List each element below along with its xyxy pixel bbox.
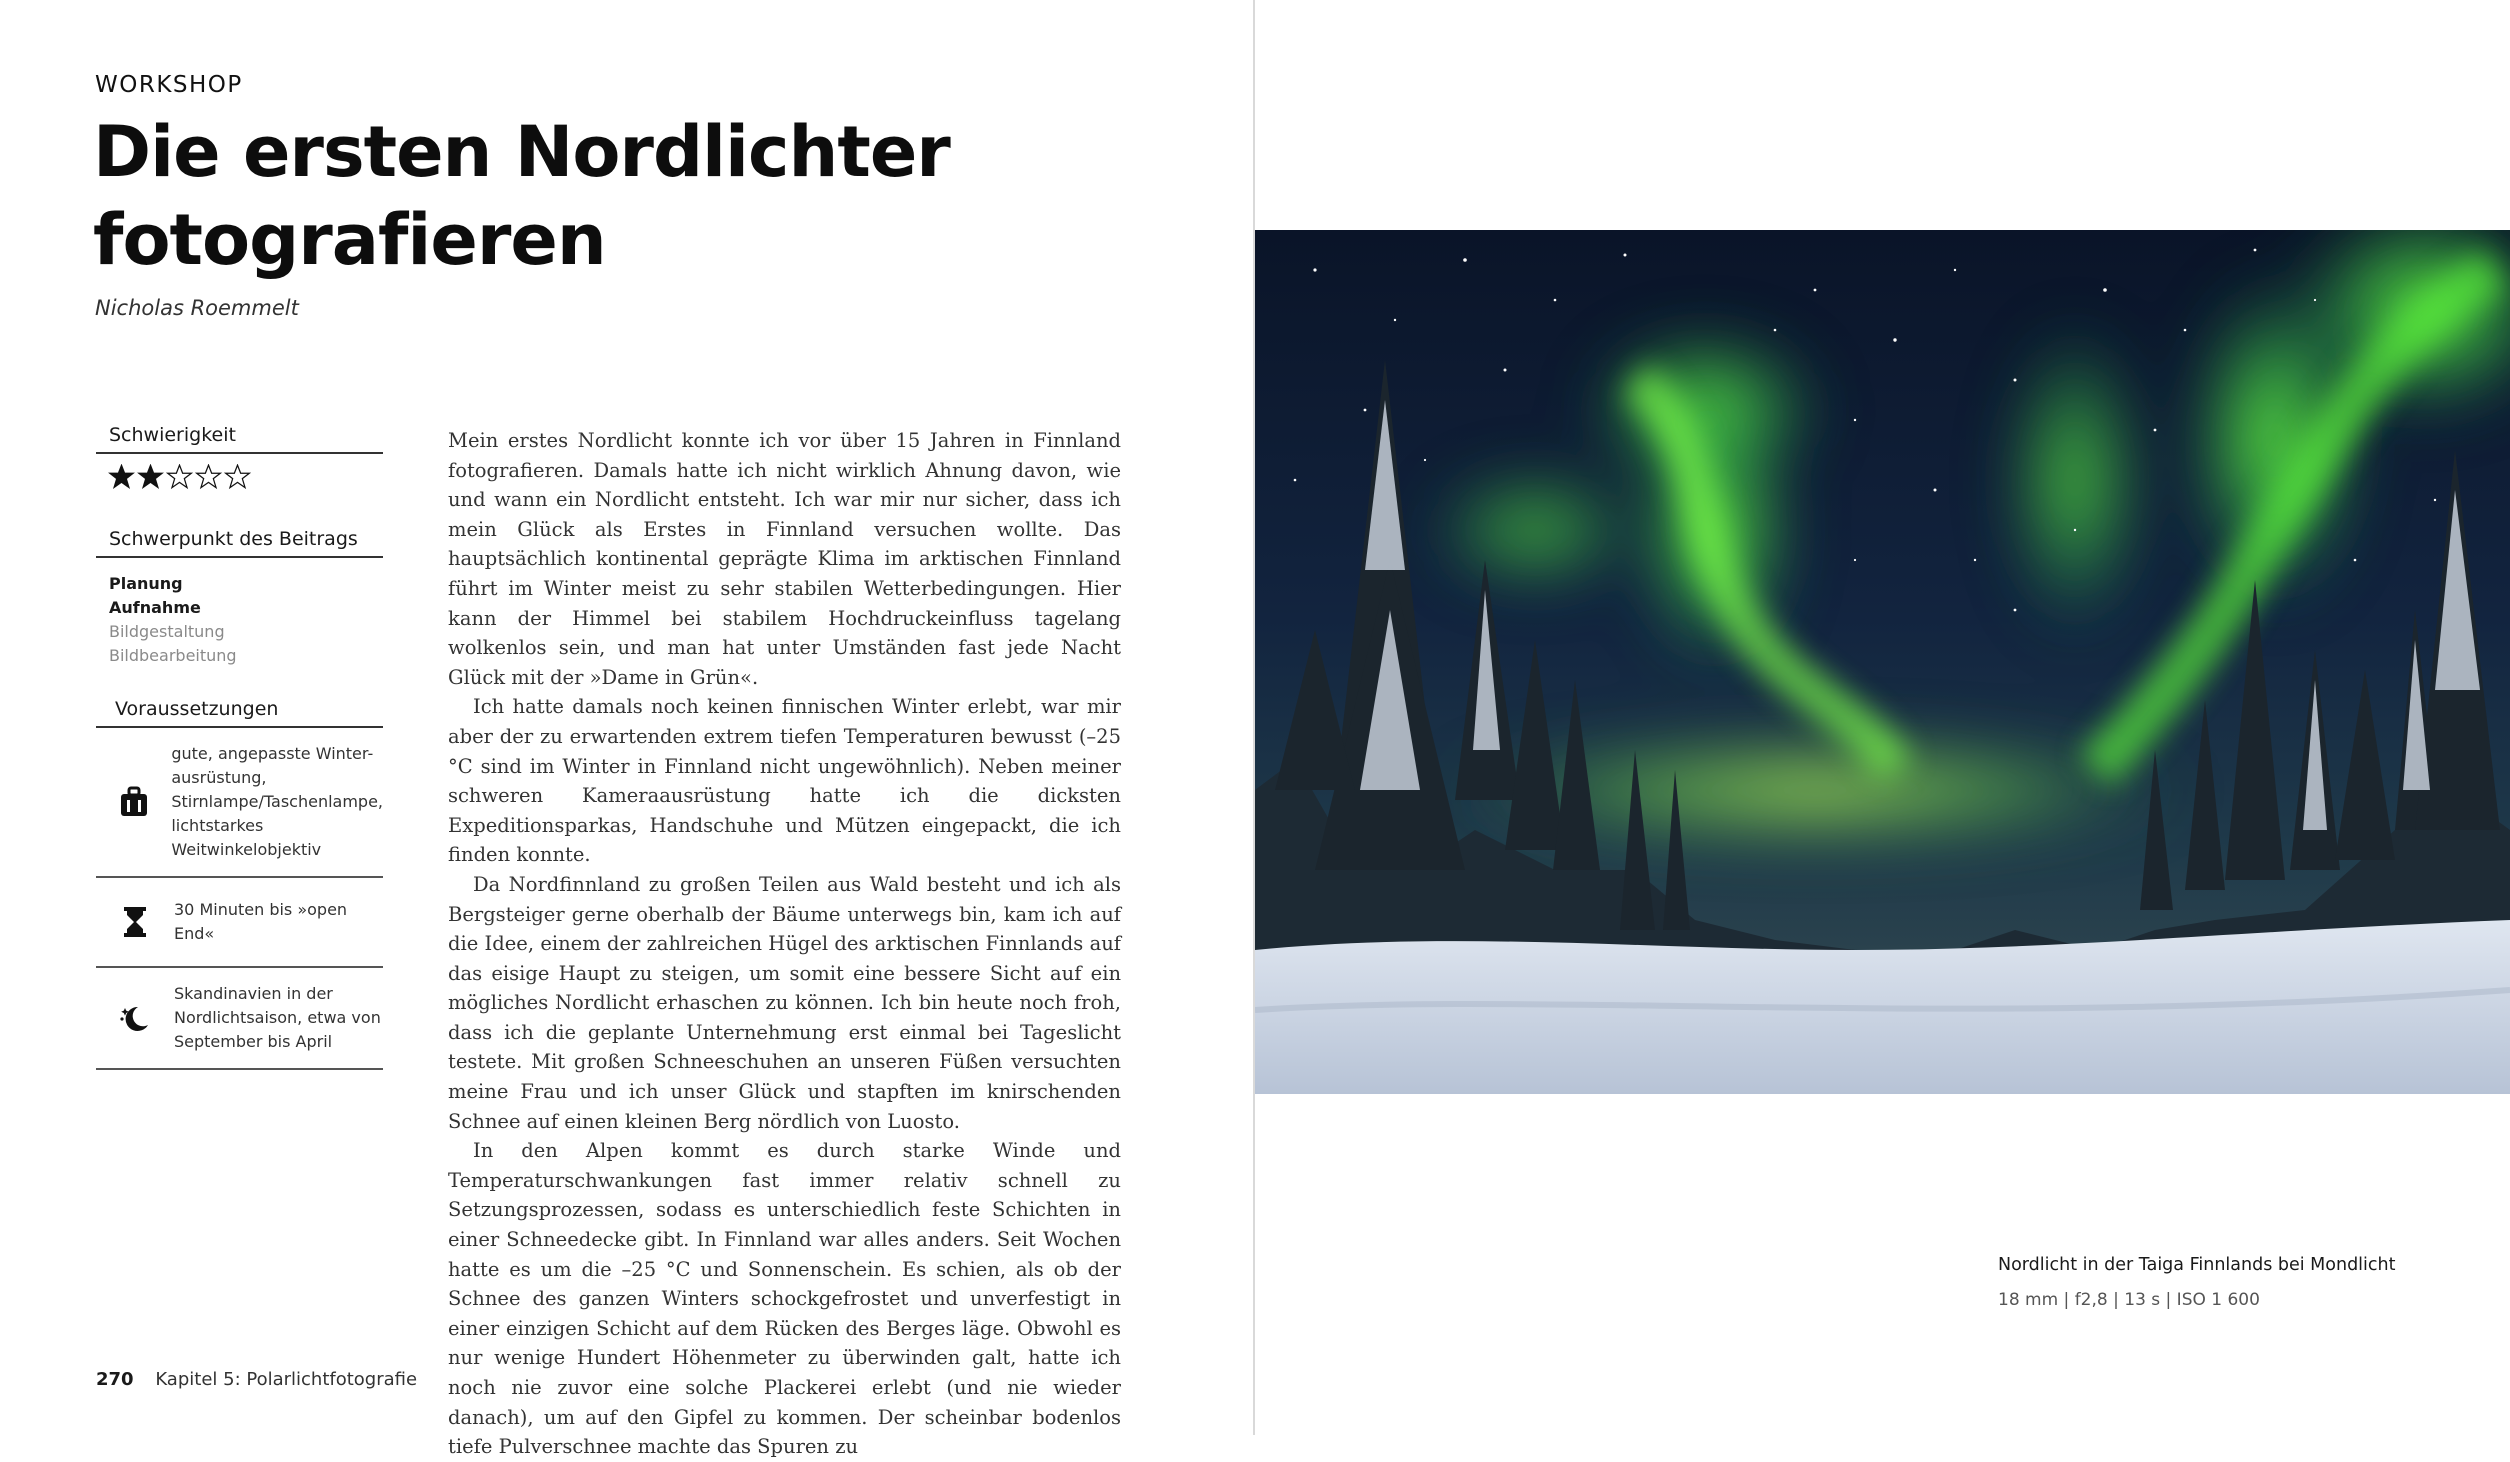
requirement-time [96, 878, 383, 968]
title-line-1: Die ersten Nordlichter [93, 111, 950, 193]
article-title [93, 108, 1093, 284]
hourglass-icon [96, 907, 174, 937]
aurora-photo [1255, 230, 2510, 1094]
requirements-heading: Voraussetzungen [96, 698, 383, 728]
title-line-2: fotografieren [93, 199, 606, 281]
star-empty-icon [224, 464, 251, 491]
requirement-equipment-text: gute, angepasste Winter-ausrüstung, Stirnlampe/Taschenlampe, lichtstarkes Weitwinkelobjektiv [171, 744, 384, 859]
workshop-info-sidebar [96, 424, 383, 1070]
page-footer [96, 1369, 417, 1390]
focus-item-planung: Planung [109, 574, 183, 593]
section-kicker: WORKSHOP [95, 72, 243, 98]
moon-stars-icon [96, 1003, 174, 1033]
star-filled-icon [108, 464, 135, 491]
body-paragraph-3: Da Nordfinnland zu großen Teilen aus Wald besteht und ich als Bergsteiger gerne oberhalb der Bäume unterwegs bin, kam ich auf die Idee, einem der zahlreichen Hügel des arktischen Finnlands auf das eisige Haupt zu steigen, um somit eine bessere Sicht auf ein mögliches Nordlicht erhaschen zu können. Ich bin heute noch froh, dass ich die geplante Unternehmung erst einmal bei Tageslicht testete. Mit großen Schneeschuhen an unseren Füßen versuchten meine Frau und ich unser Glück und stapften im knirschenden Schnee auf einen kleinen Berg nördlich von Luosto. [448, 872, 1121, 1133]
focus-item-bildbearbeitung: Bildbearbeitung [109, 646, 237, 665]
focus-heading: Schwerpunkt des Beitrags [96, 528, 383, 558]
requirement-season-text: Skandinavien in der Nordlichtsaison, etwa von September bis April [174, 984, 381, 1051]
requirement-time-text: 30 Minuten bis »open End« [174, 900, 348, 943]
star-empty-icon [195, 464, 222, 491]
article-body [448, 426, 1121, 1462]
difficulty-rating [108, 464, 383, 494]
focus-item-aufnahme: Aufnahme [109, 598, 201, 617]
author-name: Nicholas Roemmelt [95, 296, 299, 320]
chapter-title: Kapitel 5: Polarlichtfotografie [155, 1369, 418, 1390]
photo-caption: Nordlicht in der Taiga Finnlands bei Mondlicht [1998, 1255, 2396, 1275]
page-number: 270 [96, 1369, 134, 1390]
focus-list [109, 572, 383, 668]
requirement-season [96, 968, 383, 1070]
backpack-icon [96, 786, 171, 818]
star-empty-icon [166, 464, 193, 491]
requirement-equipment [96, 728, 383, 878]
photo-exif: 18 mm | f2,8 | 13 s | ISO 1 600 [1998, 1290, 2260, 1310]
star-filled-icon [137, 464, 164, 491]
focus-item-bildgestaltung: Bildgestaltung [109, 622, 225, 641]
body-paragraph-1: Mein erstes Nordlicht konnte ich vor über 15 Jahren in Finnland fotografieren. Damals hatte ich nicht wirklich Ahnung davon, wie und wann ein Nordlicht entsteht. Ich war mir nur sicher, dass ich mein Glück als Erstes in Finnland versuchen wollte. Das hauptsächlich kontinental geprägte Klima im arktischen Finnland führt im Winter meist zu sehr stabilen Wetterbedingungen. Hier kann der Himmel bei stabilem Hochdruckeinfluss tagelang wolkenlos sein, und man hat unter Umständen fast jede Nacht Glück mit der »Dame in Grün«. [448, 429, 1121, 689]
body-paragraph-4: In den Alpen kommt es durch starke Winde und Temperaturschwankungen fast immer relativ schnell zu Setzungsprozessen, sodass es unterschiedlich feste Schichten in einer Schneedecke gibt. In Finnland war alles anders. Seit Wochen hatte es um die –25 °C und Sonnenschein. Es schien, als ob der Schnee des ganzen Winters schockgefrostet und unverfestigt in einer einzigen Schicht auf dem Rücken des Berges läge. Obwohl es nur wenige Hundert Höhenmeter zu überwinden galt, hatte ich noch nie zuvor eine solche Plackerei erlebt (und nie wieder danach), um auf den Gipfel zu kommen. Der scheinbar bodenlos tiefe Pulverschnee machte das Spuren zu [448, 1139, 1121, 1459]
body-paragraph-2: Ich hatte damals noch keinen finnischen Winter erlebt, war mir aber der zu erwartenden extrem tiefen Temperaturen bewusst (–25 °C sind im Winter in Finnland nicht ungewöhnlich). Neben meiner schweren Kameraausrüstung hatte ich die dicksten Expeditionsparkas, Handschuhe und Mützen eingepackt, die ich finden konnte. [448, 695, 1121, 867]
difficulty-heading: Schwierigkeit [96, 424, 383, 454]
